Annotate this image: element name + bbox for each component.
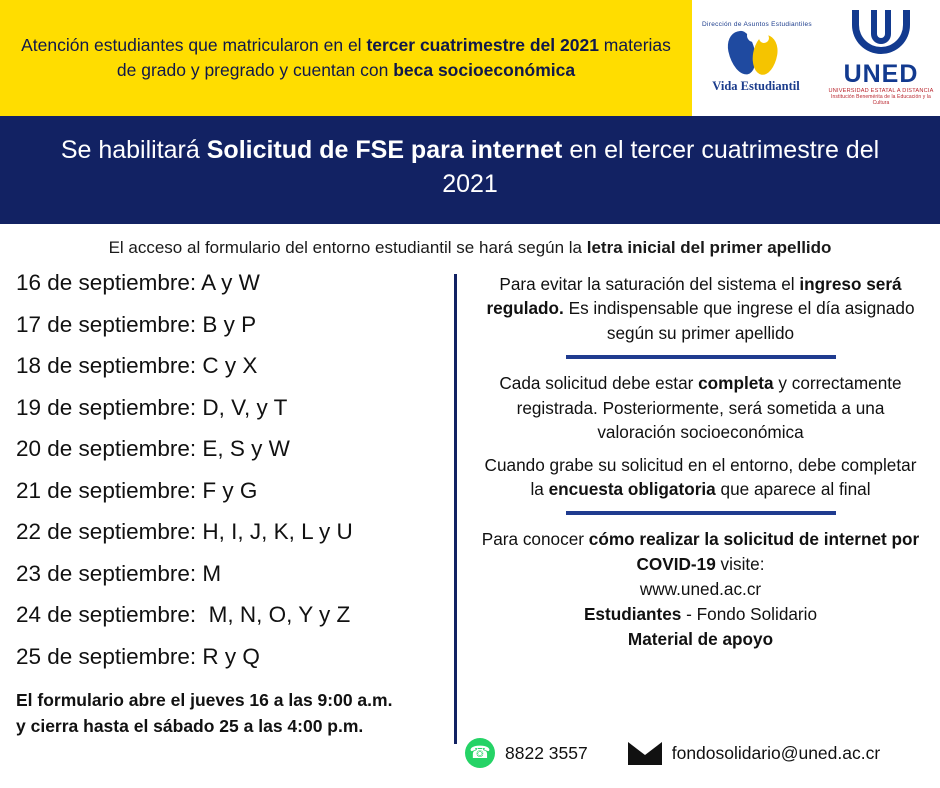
note3-part1: Cuando grabe su solicitud en el entorno, debe completar la	[484, 454, 917, 499]
schedule-column	[16, 266, 448, 774]
list-item: 17 de septiembre: B y P	[16, 311, 257, 337]
email-contact[interactable]	[628, 742, 880, 765]
attention-banner	[0, 0, 692, 116]
divider-2	[566, 511, 836, 515]
note-block-complete-request	[477, 371, 924, 444]
main-content	[0, 266, 940, 774]
attention-banner-text	[16, 33, 676, 84]
list-item: 21 de septiembre: F y G	[16, 477, 258, 503]
logo-group	[692, 0, 940, 116]
site-path-line2-bold: Material de apoyo	[627, 629, 774, 650]
site-path-rest: - Fondo Solidario	[681, 604, 818, 625]
list-item: 25 de septiembre: R y Q	[16, 643, 260, 669]
uned-logo	[822, 10, 940, 107]
form-hours-note	[16, 687, 448, 740]
note2-part2: y correctamente registrada. Posteriormente, será sometida a una valoración socioeconómica	[516, 373, 902, 443]
headline-bold: Solicitud de FSE para internet	[206, 136, 563, 165]
note-block-how-to	[473, 527, 928, 577]
note2-bold: completa	[698, 373, 774, 394]
note1-bold: ingreso será regulado.	[486, 274, 902, 319]
list-item: 16 de septiembre: A y W	[16, 270, 260, 295]
headline-text	[40, 134, 900, 202]
headline-suffix: en el tercer cuatrimestre del 2021	[442, 136, 880, 198]
uned-logo-sub1: UNIVERSIDAD ESTATAL A DISTANCIA	[828, 88, 934, 95]
note3-bold: encuesta obligatoria	[548, 478, 716, 499]
contact-row	[0, 738, 940, 768]
vida-logo-mark-icon	[723, 29, 789, 77]
note-block-survey	[477, 453, 924, 502]
envelope-icon	[628, 742, 662, 765]
form-hours-note-line1: El formulario abre el jueves 16 a las 9:00 a.m.	[16, 690, 393, 710]
list-item: 20 de septiembre: E, S y W	[16, 436, 290, 461]
vida-estudiantil-logo	[702, 22, 810, 95]
uned-logo-word: UNED	[843, 59, 919, 88]
email-address: fondosolidario@uned.ac.cr	[671, 742, 881, 763]
subtitle-prefix: El acceso al formulario del entorno estudiantil se hará según la	[108, 238, 587, 257]
whatsapp-icon: ☎	[465, 738, 495, 768]
top-banner	[0, 0, 940, 116]
uned-logo-glyph-icon	[852, 10, 910, 60]
headline-prefix: Se habilitará	[60, 136, 207, 165]
whatsapp-contact[interactable]	[465, 738, 588, 768]
whatsapp-number: 8822 3557	[505, 742, 588, 763]
attention-text-part-2: tercer cuatrimestre del 2021	[366, 34, 599, 55]
list-item: 19 de septiembre: D, V, y T	[16, 394, 288, 420]
list-item: 22 de septiembre: H, I, J, K, L y U	[16, 519, 353, 544]
attention-text-part-4: beca socioeconómica	[393, 60, 576, 80]
notes-column	[473, 266, 928, 774]
site-path-bold: Estudiantes	[583, 604, 682, 625]
vida-logo-arc-text: Dirección de Asuntos Estudiantiles	[702, 20, 812, 28]
note3-part2: que aparece al final	[715, 478, 871, 499]
list-item: 23 de septiembre: M	[16, 560, 222, 586]
uned-logo-sub2: Institución Benemérita de la Educación y la Cultura	[831, 94, 931, 107]
note4-part2: visite:	[715, 554, 765, 575]
note4-bold: cómo realizar la solicitud de internet por COVID-19	[588, 529, 920, 575]
subtitle	[0, 224, 940, 266]
vertical-divider	[454, 274, 457, 744]
list-item: 18 de septiembre: C y X	[16, 353, 258, 378]
list-item: 24 de septiembre: M, N, O, Y y Z	[16, 602, 351, 627]
site-path-line1	[473, 602, 928, 627]
vida-logo-name: Vida Estudiantil	[712, 79, 800, 94]
site-path-line2	[473, 627, 928, 652]
form-hours-note-line2: y cierra hasta el sábado 25 a las 4:00 p.m.	[16, 716, 364, 737]
divider-1	[566, 355, 836, 359]
subtitle-bold: letra inicial del primer apellido	[586, 238, 832, 257]
attention-text-part-3: materias de grado y pregrado y cuentan con	[116, 34, 671, 80]
note1-part1: Para evitar la saturación del sistema el	[499, 274, 800, 294]
note1-part2: Es indispensable que ingrese el día asignado según su primer apellido	[563, 298, 915, 343]
note-block-regulated-access	[477, 272, 924, 345]
headline-band	[0, 116, 940, 224]
note2-part1: Cada solicitud debe estar	[499, 373, 699, 394]
note4-part1: Para conocer	[481, 529, 589, 550]
website-url[interactable]: www.uned.ac.cr	[639, 579, 762, 600]
attention-text-part-1: Atención estudiantes que matricularon en el	[21, 34, 367, 55]
